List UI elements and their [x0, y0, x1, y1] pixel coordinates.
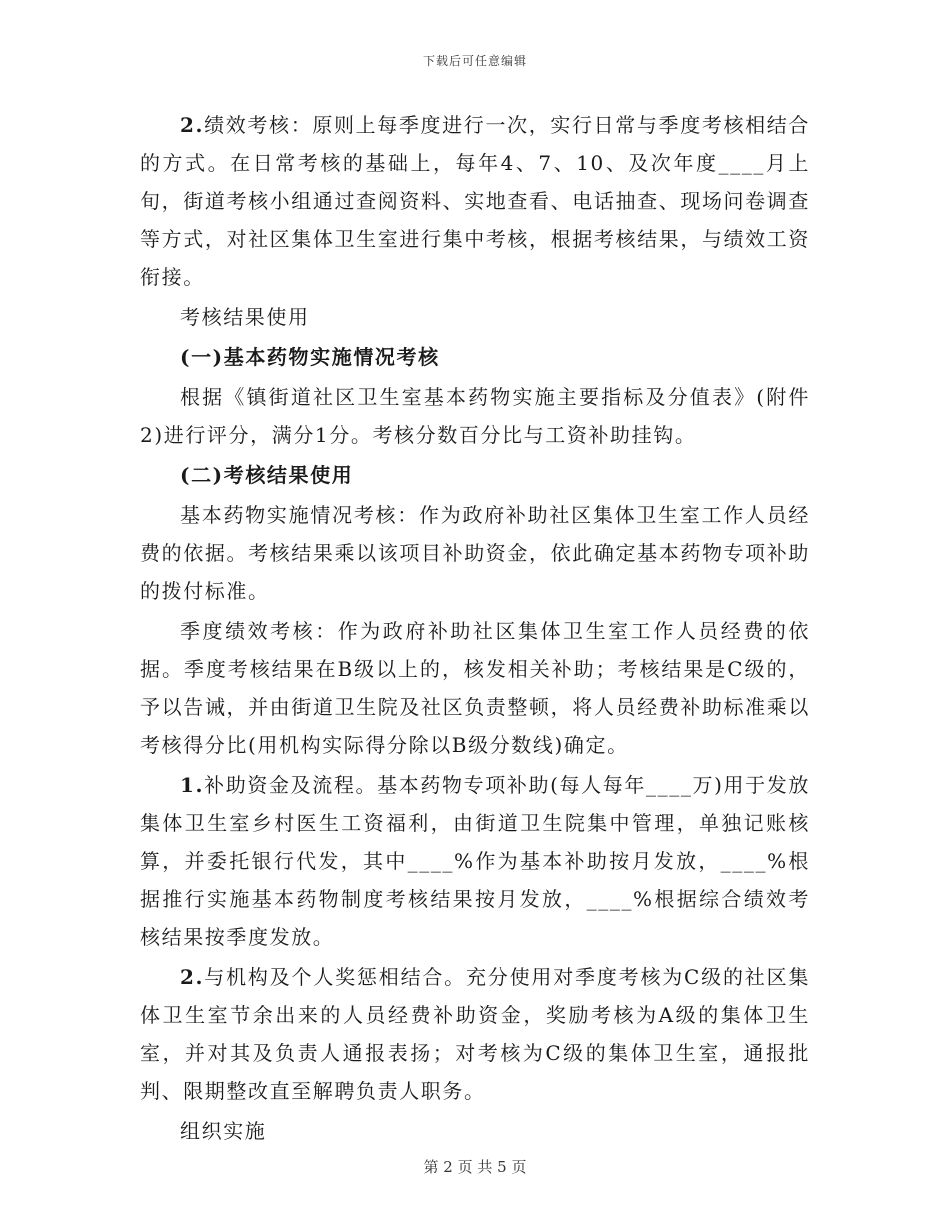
paragraph-text: 补助资金及流程。基本药物专项补助(每人每年____万)用于发放集体卫生室乡村医生工资福利，由街道卫生院集中管理，单独记账核算，并委托银行代发，其中____%作为基本补助按月发放，____%根据推行实施基本药物制度考核结果按月发放，____%根据综合绩效考核结果按季度发放。	[140, 773, 810, 949]
item-number: 2.	[180, 113, 205, 137]
section-label-result-usage: 考核结果使用	[180, 305, 310, 329]
page-header: 下载后可任意编辑	[422, 54, 527, 68]
paragraph-text: 与机构及个人奖惩相结合。充分使用对季度考核为C级的社区集体卫生室节余出来的人员经费补助资金，奖励考核为A级的集体卫生室，并对其及负责人通报表扬；对考核为C级的集体卫生室，通报批判、限期整改直至解聘负责人职务。	[140, 965, 810, 1103]
section-label-organization: 组织实施	[180, 1119, 267, 1143]
paragraph-performance-assessment	[140, 106, 810, 296]
paragraph-quarterly-assessment: 季度绩效考核：作为政府补助社区集体卫生室工作人员经费的依据。季度考核结果在B级以上的，核发相关补助；考核结果是C级的，予以告诫，并由街道卫生院及社区负责整顿，将人员经费补助标准乘以考核得分比(用机构实际得分除以B级分数线)确定。	[140, 619, 810, 757]
heading-drug-implementation: (一)基本药物实施情况考核	[180, 345, 440, 369]
paragraph-text: 绩效考核：原则上每季度进行一次，实行日常与季度考核相结合的方式。在日常考核的基础上，每年4、7、10、及次年度____月上旬，街道考核小组通过查阅资料、实地查看、电话抽查、现场问卷调查等方式，对社区集体卫生室进行集中考核，根据考核结果，与绩效工资衔接。	[140, 113, 810, 289]
item-number: 2.	[180, 965, 205, 989]
page-footer: 第 2 页 共 5 页	[423, 1158, 527, 1176]
paragraph-subsidy-funds	[140, 766, 810, 956]
paragraph-drug-assessment: 基本药物实施情况考核：作为政府补助社区集体卫生室工作人员经费的依据。考核结果乘以该项目补助资金，依此确定基本药物专项补助的拨付标准。	[140, 503, 810, 603]
paragraph-rewards-penalties	[140, 958, 810, 1110]
item-number: 1.	[180, 773, 205, 797]
paragraph-scoring: 根据《镇街道社区卫生室基本药物实施主要指标及分值表》(附件2)进行评分，满分1分。考核分数百分比与工资补助挂钩。	[140, 385, 810, 447]
heading-result-usage: (二)考核结果使用	[180, 463, 354, 487]
document-body	[140, 106, 810, 1152]
